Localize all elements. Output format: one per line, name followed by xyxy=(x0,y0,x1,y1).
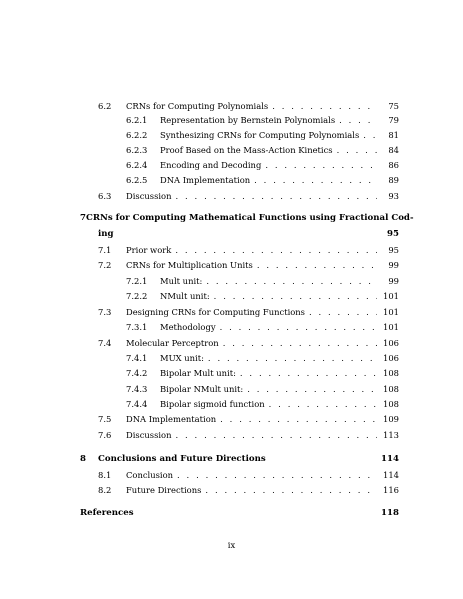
toc-entry-7-6[interactable] xyxy=(98,430,399,440)
page-number: 95 xyxy=(388,245,399,255)
leader-dots xyxy=(205,485,377,495)
toc-entry-8-2[interactable] xyxy=(98,485,399,495)
section-number: 7.2.1 xyxy=(126,276,148,286)
leader-dots xyxy=(206,276,377,286)
leader-dots xyxy=(254,175,377,185)
toc-entry-6-2-1[interactable] xyxy=(126,115,399,125)
section-title: Synthesizing CRNs for Computing Polynomials xyxy=(160,130,360,140)
section-title: DNA Implementation xyxy=(126,414,217,424)
leader-dots xyxy=(269,399,377,409)
page-number: 84 xyxy=(388,145,399,155)
section-title: CRNs for Multiplication Units xyxy=(126,260,253,270)
section-title: Proof Based on the Mass-Action Kinetics xyxy=(160,145,333,155)
toc-references[interactable] xyxy=(80,508,399,518)
page-number: 114 xyxy=(381,454,399,464)
toc-entry-6-2-2[interactable] xyxy=(126,130,399,140)
toc-entry-7-4-4[interactable] xyxy=(126,399,399,409)
section-title: Designing CRNs for Computing Functions xyxy=(126,307,305,317)
section-number: 7.6 xyxy=(98,430,112,440)
page-number: 86 xyxy=(388,160,399,170)
section-number: 7.4.3 xyxy=(126,384,148,394)
chapter-number: 8 xyxy=(80,454,86,464)
section-number: 6.3 xyxy=(98,191,112,201)
page-number: 108 xyxy=(383,368,399,378)
leader-dots xyxy=(176,430,378,440)
leader-dots xyxy=(176,191,378,201)
toc-entry-7-3-1[interactable] xyxy=(126,322,399,332)
section-number: 6.2 xyxy=(98,101,112,111)
section-number: 7.2 xyxy=(98,260,112,270)
page-number: 95 xyxy=(387,229,399,239)
page-number: 116 xyxy=(383,485,399,495)
leader-dots xyxy=(175,245,377,255)
section-title: NMult unit: xyxy=(160,291,210,301)
section-number: 6.2.4 xyxy=(126,160,148,170)
toc-chapter-7-line1[interactable] xyxy=(80,213,414,223)
toc-entry-7-3[interactable] xyxy=(98,307,399,317)
section-title: Discussion xyxy=(126,191,172,201)
section-title: Bipolar Mult unit: xyxy=(160,368,236,378)
section-number: 6.2.2 xyxy=(126,130,148,140)
page-number: 99 xyxy=(388,276,399,286)
page-number: 93 xyxy=(388,191,399,201)
leader-dots xyxy=(247,384,377,394)
toc-entry-7-2-1[interactable] xyxy=(126,276,399,286)
page-number: 101 xyxy=(383,322,399,332)
toc-entry-7-4[interactable] xyxy=(98,338,399,348)
chapter-title: CRNs for Computing Mathematical Functions using Fractional Cod- xyxy=(85,213,414,223)
leader-dots xyxy=(208,353,377,363)
page-number: 89 xyxy=(388,175,399,185)
toc-entry-7-1[interactable] xyxy=(98,245,399,255)
section-number: 7.4.2 xyxy=(126,368,148,378)
page-number: 114 xyxy=(383,470,399,480)
leader-dots xyxy=(177,470,377,480)
section-number: 7.1 xyxy=(98,245,112,255)
section-title: Conclusion xyxy=(126,470,174,480)
page-number: 79 xyxy=(388,115,399,125)
toc-entry-7-2-2[interactable] xyxy=(126,291,399,301)
leader-dots xyxy=(363,130,377,140)
leader-dots xyxy=(214,291,377,301)
section-number: 7.4 xyxy=(98,338,112,348)
toc-entry-6-2[interactable] xyxy=(98,101,399,111)
section-number: 7.2.2 xyxy=(126,291,148,301)
section-number: 7.5 xyxy=(98,414,112,424)
leader-dots xyxy=(257,260,377,270)
section-title: Molecular Perceptron xyxy=(126,338,219,348)
section-number: 7.4.4 xyxy=(126,399,148,409)
leader-dots xyxy=(272,101,377,111)
section-title: Mult unit: xyxy=(160,276,203,286)
section-number: 7.3.1 xyxy=(126,322,148,332)
toc-chapter-8[interactable] xyxy=(80,454,399,464)
section-number: 6.2.3 xyxy=(126,145,148,155)
toc-chapter-7-line2[interactable] xyxy=(98,229,399,239)
section-number: 8.2 xyxy=(98,485,112,495)
section-number: 6.2.1 xyxy=(126,115,148,125)
leader-dots xyxy=(265,160,377,170)
toc-entry-7-4-1[interactable] xyxy=(126,353,399,363)
page-number: 113 xyxy=(383,430,399,440)
leader-dots xyxy=(240,368,377,378)
toc-entry-6-2-4[interactable] xyxy=(126,160,399,170)
section-number: 6.2.5 xyxy=(126,175,148,185)
section-title: Representation by Bernstein Polynomials xyxy=(160,115,336,125)
references-title: References xyxy=(80,508,134,518)
toc-entry-7-4-2[interactable] xyxy=(126,368,399,378)
toc-entry-7-5[interactable] xyxy=(98,414,399,424)
section-title: Future Directions xyxy=(126,485,202,495)
toc-entry-8-1[interactable] xyxy=(98,470,399,480)
section-title: DNA Implementation xyxy=(160,175,251,185)
toc-entry-7-2[interactable] xyxy=(98,260,399,270)
toc-entry-6-2-5[interactable] xyxy=(126,175,399,185)
section-title: Prior work xyxy=(126,245,172,255)
section-number: 7.3 xyxy=(98,307,112,317)
section-title: Bipolar sigmoid function xyxy=(160,399,265,409)
leader-dots xyxy=(220,322,377,332)
section-title: Discussion xyxy=(126,430,172,440)
leader-dots xyxy=(223,338,377,348)
page-number: 109 xyxy=(383,414,399,424)
section-number: 7.4.1 xyxy=(126,353,148,363)
toc-entry-6-3[interactable] xyxy=(98,191,399,201)
page-number: 106 xyxy=(383,338,399,348)
section-number: 8.1 xyxy=(98,470,112,480)
leader-dots xyxy=(339,115,377,125)
page-number: 81 xyxy=(388,130,399,140)
page-number: 118 xyxy=(381,508,399,518)
leader-dots xyxy=(220,414,377,424)
page-number: 101 xyxy=(383,291,399,301)
page-number: 99 xyxy=(388,260,399,270)
section-title: MUX unit: xyxy=(160,353,204,363)
chapter-title: Conclusions and Future Directions xyxy=(98,454,266,464)
page-number: 108 xyxy=(383,399,399,409)
page-number: 75 xyxy=(388,101,399,111)
leader-dots xyxy=(309,307,377,317)
toc-entry-7-4-3[interactable] xyxy=(126,384,399,394)
section-title: CRNs for Computing Polynomials xyxy=(126,101,269,111)
section-title: Encoding and Decoding xyxy=(160,160,262,170)
leader-dots xyxy=(337,145,377,155)
page-number: 106 xyxy=(383,353,399,363)
chapter-number: 7 xyxy=(80,213,86,223)
toc-entry-6-2-3[interactable] xyxy=(126,145,399,155)
page-number: 101 xyxy=(383,307,399,317)
footer-page-number: ix xyxy=(227,540,236,550)
section-title: Methodology xyxy=(160,322,216,332)
chapter-title-continued: ing xyxy=(98,229,114,239)
page-number: 108 xyxy=(383,384,399,394)
section-title: Bipolar NMult unit: xyxy=(160,384,244,394)
